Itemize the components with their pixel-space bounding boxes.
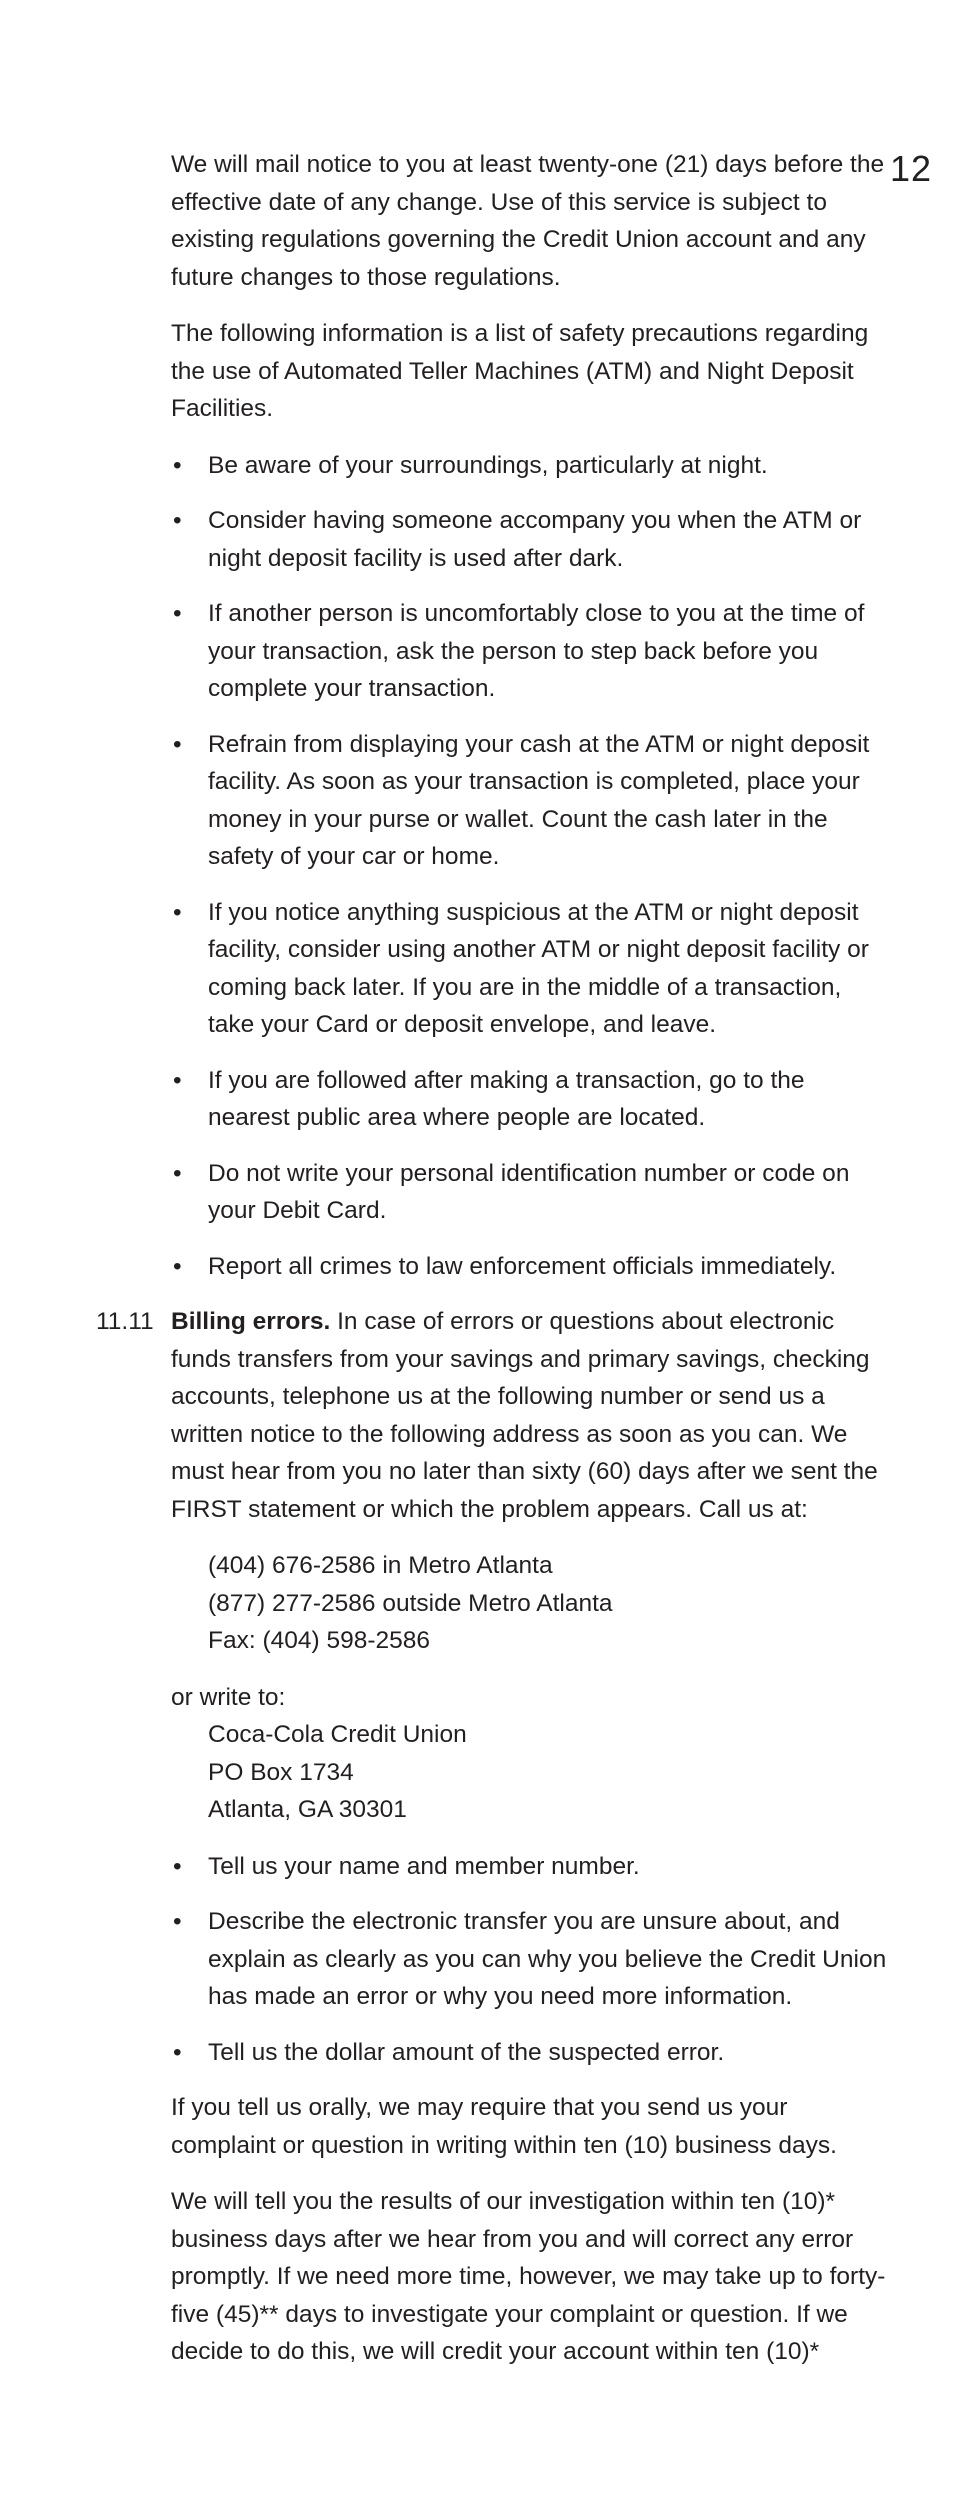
list-item-text: Tell us the dollar amount of the suspected error. <box>208 2038 725 2066</box>
document-body <box>96 146 891 2390</box>
list-item <box>171 726 891 876</box>
investigation-paragraph: We will tell you the results of our investigation within ten (10)* business days after we hear from you and will correct any error promptly. If we need more time, however, we may take up to forty-five (45)** days to investigate your complaint or question. If we decide to do this, we will credit your account within ten (10)* <box>171 2188 886 2365</box>
safety-precautions-list <box>171 447 891 1286</box>
page-number: 12 <box>889 148 932 189</box>
section-number: 11.11 <box>96 1308 154 1335</box>
list-item <box>171 1903 891 2016</box>
bullet-icon: • <box>173 1852 182 1880</box>
error-info-list <box>171 1848 891 2072</box>
oral-complaint-paragraph: If you tell us orally, we may require that you send us your complaint or question in writing within ten (10) business days. <box>171 2094 837 2159</box>
bullet-icon: • <box>173 1159 182 1187</box>
list-item <box>171 1155 891 1230</box>
list-item <box>171 2034 891 2072</box>
list-item-text: Do not write your personal identification number or code on your Debit Card. <box>208 1159 850 1224</box>
list-item-text: If you notice anything suspicious at the ATM or night deposit facility, consider using another ATM or night deposit facility or coming back later. If you are in the middle of a transaction, take your Card or deposit envelope, and leave. <box>208 898 869 1038</box>
list-item-text: Consider having someone accompany you when the ATM or night deposit facility is used after dark. <box>208 507 862 572</box>
notice-paragraph: We will mail notice to you at least twenty-one (21) days before the effective date of any change. Use of this service is subject to existing regulations governing the Credit Union account and any future changes to those regulations. <box>171 151 885 291</box>
write-to-label: or write to: <box>171 1683 286 1711</box>
list-item-text: If another person is uncomfortably close to you at the time of your transaction, ask the person to step back before you complete your transaction. <box>208 600 865 702</box>
list-item <box>171 447 891 485</box>
mailing-address-block <box>171 1679 891 1829</box>
bullet-icon: • <box>173 1908 182 1935</box>
address <box>171 1716 891 1829</box>
list-item <box>171 502 891 577</box>
bullet-icon: • <box>173 507 182 534</box>
safety-intro-paragraph: The following information is a list of safety precautions regarding the use of Automated Teller Machines (ATM) and Night Deposit Facilities. <box>171 320 869 422</box>
bullet-icon: • <box>173 2038 182 2066</box>
list-item-text: Tell us your name and member number. <box>208 1852 640 1880</box>
list-item <box>171 595 891 708</box>
phone-metro: (404) 676-2586 in Metro Atlanta <box>208 1552 553 1579</box>
list-item <box>171 894 891 1044</box>
list-item <box>171 1848 891 1886</box>
section-text: In case of errors or questions about electronic funds transfers from your savings and primary savings, checking accounts, telephone us at the following number or send us a written notice to the following address as soon as you can. We must hear from you no later than sixty (60) days after we sent the FIRST statement or which the problem appears. Call us at: <box>171 1308 878 1523</box>
bullet-icon: • <box>173 1252 182 1280</box>
bullet-icon: • <box>173 451 182 479</box>
phone-outside: (877) 277-2586 outside Metro Atlanta <box>208 1589 613 1617</box>
address-name: Coca-Cola Credit Union <box>208 1721 467 1748</box>
phone-list <box>171 1547 891 1660</box>
list-item-text: Describe the electronic transfer you are unsure about, and explain as clearly as you can why you believe the Credit Union has made an error or why you need more information. <box>208 1908 887 2010</box>
bullet-icon: • <box>173 1066 182 1094</box>
fax-number: Fax: (404) 598-2586 <box>208 1627 430 1654</box>
list-item-text: Be aware of your surroundings, particularly at night. <box>208 451 768 479</box>
list-item <box>171 1062 891 1137</box>
billing-errors-section <box>96 1303 891 1528</box>
list-item-text: Report all crimes to law enforcement officials immediately. <box>208 1252 837 1280</box>
list-item <box>171 1248 891 1286</box>
bullet-icon: • <box>173 600 182 627</box>
list-item-text: If you are followed after making a transaction, go to the nearest public area where people are located. <box>208 1066 805 1131</box>
address-po-box: PO Box 1734 <box>208 1758 354 1786</box>
list-item-text: Refrain from displaying your cash at the ATM or night deposit facility. As soon as your transaction is completed, place your money in your purse or wallet. Count the cash later in the safety of your car or home. <box>208 730 870 870</box>
bullet-icon: • <box>173 730 182 758</box>
bullet-icon: • <box>173 898 182 926</box>
section-title: Billing errors. <box>171 1308 331 1335</box>
address-city: Atlanta, GA 30301 <box>208 1796 407 1823</box>
